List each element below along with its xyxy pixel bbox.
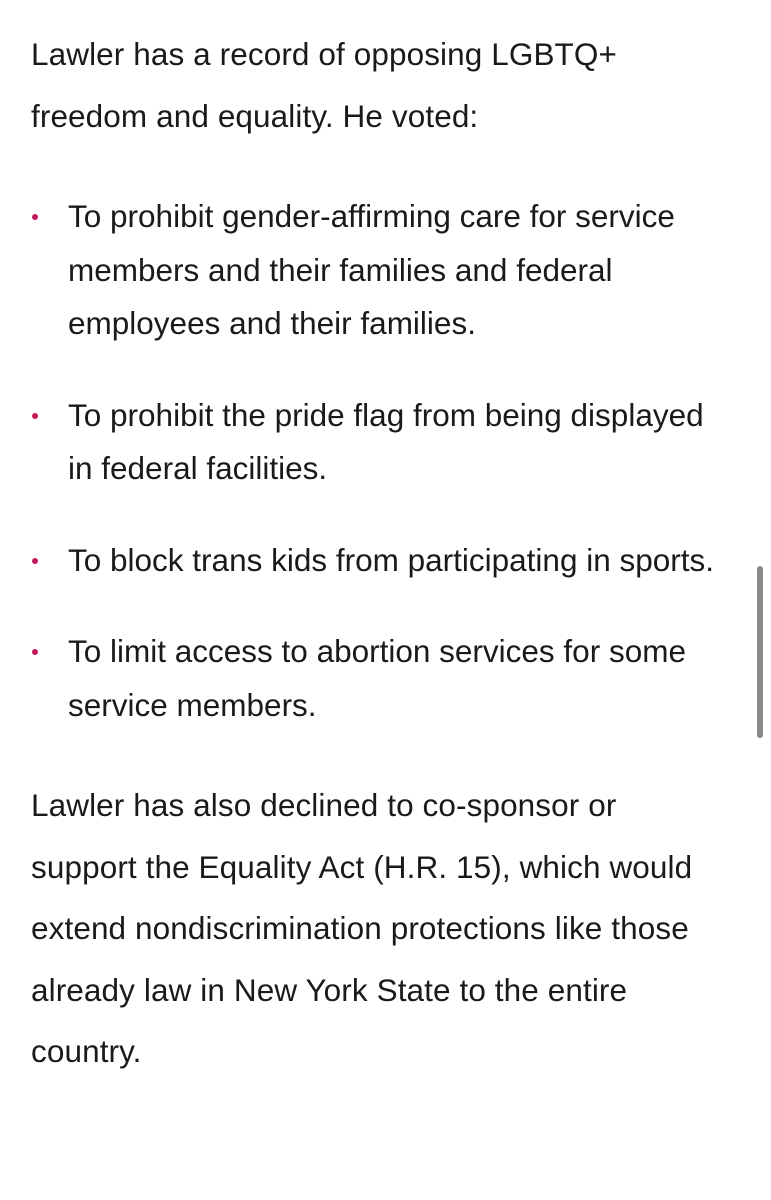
list-item <box>31 534 731 588</box>
list-item <box>31 625 731 732</box>
list-item <box>31 190 731 351</box>
list-item-text: To prohibit gender-affirming care for service members and their families and federal employees and their families. <box>68 198 675 341</box>
voting-record-list <box>31 190 731 732</box>
list-item-text: To prohibit the pride flag from being displayed in federal facilities. <box>68 396 704 486</box>
intro-paragraph: Lawler has a record of opposing LGBTQ+ freedom and equality. He voted: <box>31 36 617 134</box>
outro-paragraph: Lawler has also declined to co-sponsor or support the Equality Act (H.R. 15), which would extend nondiscrimination protections like those already law in New York State to the entire country. <box>31 787 693 1069</box>
bullet-dot-icon <box>32 558 38 564</box>
article-body <box>31 24 731 1083</box>
bullet-dot-icon <box>32 413 38 419</box>
bullet-dot-icon <box>32 214 38 220</box>
scrollbar-thumb[interactable] <box>757 566 763 738</box>
list-item-text: To block trans kids from participating in sports. <box>68 541 715 578</box>
list-item-text: To limit access to abortion services for some service members. <box>68 633 686 723</box>
bullet-dot-icon <box>32 649 38 655</box>
list-item <box>31 389 731 496</box>
